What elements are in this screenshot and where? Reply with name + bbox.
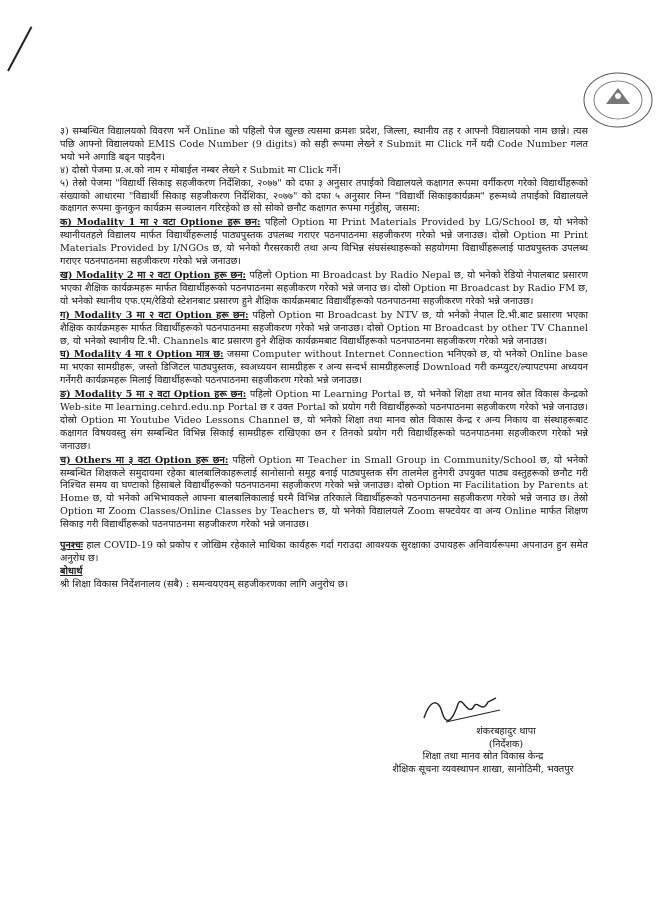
modality-heading: ग) Modality 3 मा २ वटा Option हरू छन: — [60, 309, 249, 321]
item-number: ५) — [60, 177, 69, 189]
office-address: शैक्षिक सूचना व्यवस्थापन शाखा, सानोठिमी, भक्तपुर — [392, 764, 574, 775]
item-4 — [60, 165, 588, 178]
signatory-block — [396, 725, 616, 751]
modality-1 — [60, 217, 588, 269]
modality-heading: च) Others मा ३ वटा Option हरू छन: — [60, 454, 229, 466]
item-number: ४) — [60, 164, 69, 176]
signatory-name: शंकरबहादुर थापा — [476, 726, 536, 737]
modality-heading: ख) Modality 2 मा २ वटा Option हरू छन: — [60, 269, 247, 281]
pen-stroke-mark — [7, 26, 32, 71]
modality-2 — [60, 270, 588, 309]
office-name: शिक्षा तथा मानव स्रोत विकास केन्द्र — [422, 751, 544, 762]
modality-text: पहिलो Option मा Broadcast by Radio Nepal छ, यो भनेको रेडियो नेपालबाट प्रसारण भएका शैक्षिक कार्यक्रमहरू मार्फत विद्यार्थीहरूको पठनपाठनमा सहजीकरण गरेको भन्ने जनाउ छ। दोस्रो Option मा Broadcast by Radio FM छ, यो भनेको स्थानीय एफ.एम/रेडियो स्टेशनबाट प्रसारण हुने शैक्षिक कार्यक्रमबाट विद्यार्थीहरूको पठनपाठनमा सहजीकरण गरेको भन्ने जनाउछ। — [60, 269, 589, 307]
postscript — [60, 540, 588, 566]
cc-heading: बोधार्थ — [60, 565, 83, 577]
modality-5 — [60, 389, 588, 454]
letter-body — [60, 126, 588, 592]
office-block — [318, 750, 648, 776]
modality-text: पहिलो Option मा Learning Portal छ, यो भनेको शिक्षा तथा मानव स्रोत विकास केन्द्रको Web-site मा learning.cehrd.edu.np Portal छ र उक्त Portal को प्रयोग गरी विद्यार्थीहरूको पठनपाठनमा सहजीकरण गरेको भन्ने जनाउछ। दोस्रो Option मा Youtube Video Lessons Channel छ, यो भनेको शिक्षा तथा मानव स्रोत विकास केन्द्र र अन्य निकाय वा संस्थाहरूबाट कक्षागत विषयवस्तु संग सम्बन्धित विभिन्न सिकाई सामग्रीहरू राखिएका छन र तिनको प्रयोग गरी विद्यार्थीहरूको पठनपाठनमा सहजीकरण गरेको भन्ने जनाउछ। — [60, 389, 588, 452]
postscript-label: पुनश्चः — [60, 540, 83, 552]
item-text: तेस्रो पेजमा "विद्यार्थी सिकाइ सहजीकरण निर्देशिका, २०७७" को दफा ३ अनुसार तपाईको विद्यालयले कक्षागत रूपमा वर्गीकरण गरेको विद्यार्थीहरूको संख्याको आधारमा "विद्यार्थी सिकाइ सहजीकरण निर्देशिका, २०७७" को दफा ५ अनुसार निम्न "विद्यार्थी सिकाइकार्यक्रम" हरूमध्ये तपाईको विद्यालयले कक्षागत रूपमा कुनकुन कार्यक्रम सञ्चालन गरिरहेको छ सो सोको छनौट कक्षागत रूपमा गर्नुहोस्, जसमा: — [60, 177, 588, 215]
cc-label — [60, 566, 588, 579]
modality-4 — [60, 349, 588, 388]
item-3 — [60, 126, 588, 165]
item-text: सम्बन्धित विद्यालयको विवरण भर्ने Online को पहिलो पेज खुल्छ त्यसमा क्रमशः प्रदेश, जिल्ला, स्थानीय तह र आफ्नो विद्यालयको नाम छान्ने। त्यस पछि आफ्नो विद्यालयको EMIS Code Number (9 digits) को सही रूपमा लेख्ने र Submit मा Click गर्ने यदी Code Number गलत भयो भने अगाडि बढ्न पाइदैन। — [60, 126, 588, 163]
signatory-title: (निर्देशक) — [488, 739, 524, 750]
postscript-text: हाल COVID-19 को प्रकोप र जोखिम रहेकाले माथिका कार्यहरू गर्दा गराउदा आवश्यक सुरक्षाका उपायहरू अनिवार्यरूपमा अपनाउन हुन समेत अनुरोध छ। — [60, 540, 588, 564]
cc-line: श्री शिक्षा विकास निर्देशनालय (सबै) : समन्वयएवम् सहजीकरणका लागि अनुरोध छ। — [60, 578, 349, 590]
modality-heading: घ) Modality 4 मा १ Option मात्र छ: — [60, 349, 224, 361]
modality-text: जसमा Computer without Internet Connection भनिएको छ, यो भनेको Online base मा भएका सामग्रीहरू, जस्तो डिजिटल पाठ्यपुस्तक, स्वअध्ययन सामग्रीहरू र अन्य सन्दर्भ सामग्रीहरूलाई Download गरी कम्प्युटर/ल्यापटपमा अध्ययन गर्नेगरी कार्यक्रमहरू मिलाई विद्यार्थीहरूको पठनपाठनमा सहजीकरण गरेको भन्ने जनाउछ। — [60, 349, 588, 387]
modality-text: पहिलो Option मा Broadcast by NTV छ, यो भनेको नेपाल टि.भी.बाट प्रसारण भएका शैक्षिक कार्यक्रमहरू मार्फत विद्यार्थीहरूको पठनपाठनमा सहजीकरण गरेको भन्ने जनाउछ। दोस्रो Option मा Broadcast by other TV Channel छ, यो भनेको स्थानीय टि.भी. Channels बाट प्रसारण हुने शैक्षिक कार्यक्रमबाट विद्यार्थीहरूको पठनपाठनमा सहजीकरण गरेको भन्ने जनाउछ। — [60, 309, 588, 347]
office-seal-stamp — [578, 70, 654, 130]
modality-3 — [60, 310, 588, 349]
modality-heading: क) Modality 1 मा २ वटा Optione हरू छन: — [60, 217, 261, 229]
modality-heading: ङ) Modality 5 मा २ वटा Option हरू छन: — [60, 389, 247, 401]
modality-others — [60, 455, 588, 532]
item-text: दोस्रो पेजमा प्र.अ.को नाम र मोबाईल नम्बर लेख्ने र Submit मा Click गर्ने। — [71, 164, 341, 176]
modality-text: पहिलो Option मा Teacher in Small Group in Community/School छ, यो भनेको सम्बन्धित शिक्षकले समुदायमा रहेका बालबालिकाहरूलाई सानोसानो समूह बनाई पाठ्यपुस्तक सँग तालमेल हुनेगरी उपयुक्त पाठ्य वस्तुहरूको छनौट गरी निश्चित समय वा घण्टाको हिसाबले विद्यार्थीहरूको पठनपाठनमा सहजीकरण गरेको भन्ने जनाउछ। दोस्रो Option मा Facilitation by Parents at Home छ, यो भनेको अभिभावकले आफ्ना बालबालिकालाई घरमै विभिन्न तरिकाले विद्यार्थीहरूको पठनपाठनमा सहजीकरण गरेको भन्ने जनाउ छ। तेस्रो Option मा Zoom Classes/Online Classes by Teachers छ, यो भनेको विद्यालयले Zoom सफ्टवेयर वा अन्य Online मार्फत शिक्षण सिकाइ गरी विद्यार्थीहरूको पठनपाठनमा सहजीकरण गरेको भन्ने जनाउछ। — [60, 454, 588, 531]
handwritten-signature — [416, 692, 506, 728]
item-5 — [60, 178, 588, 217]
modality-text: पहिलो Option मा Print Materials Provided by LG/School छ, यो भनेको स्थानीयतहले विद्यालय मार्फत विद्यार्थीहरूलाई पाठ्यपुस्तक उपलब्ध गराएर पठनपाठनमा सहजीकरण गरेको भन्ने जनाउछ। दोस्रो Option मा Print Materials Provided by I/NGOs छ, यो भनेको गैरसरकारी तथा अन्य विभिन्न संघसंस्थाहरूको सहयोगमा विद्यार्थीहरूलाई पाठ्यपुस्तक उपलब्ध गराएर पठनपाठनमा सहजीकरण गरेको भन्ने जनाउछ। — [60, 217, 588, 268]
item-number: ३) — [60, 126, 69, 137]
